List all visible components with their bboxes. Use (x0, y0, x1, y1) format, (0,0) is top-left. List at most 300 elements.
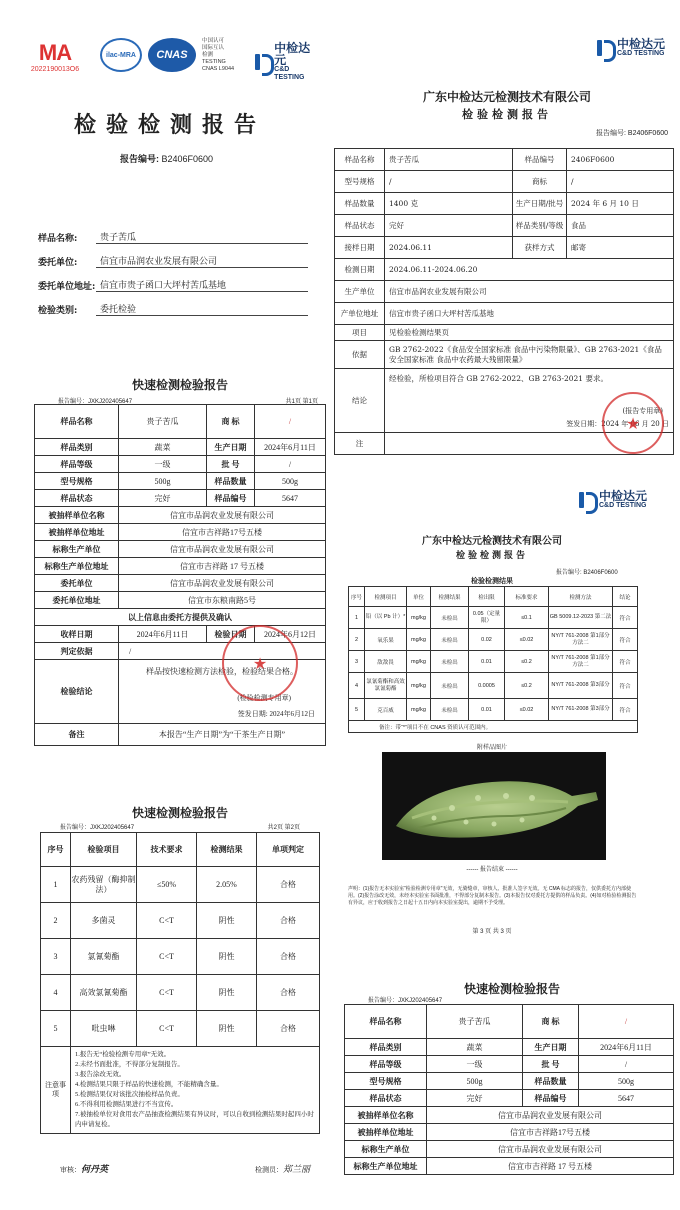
info-value: / (579, 1005, 674, 1039)
page-indicator: 第 3 页 共 3 页 (472, 929, 512, 935)
section-row (35, 609, 326, 626)
cell-result: 2.05% (197, 867, 257, 903)
cd-result-page (344, 480, 680, 950)
cell: 氯氰菊酯和高效氯氰菊酯 (365, 673, 407, 699)
info-value: 信宜市品润农业发展有限公司 (119, 575, 326, 592)
tester-label: 检测员： (254, 1166, 283, 1174)
report-number: 报告编号: B2406F0600 (596, 130, 668, 137)
info-row (335, 325, 674, 341)
company-name: 广东中检达元检测技术有限公司 (422, 90, 591, 104)
info-value: 信宜市品润农业发展有限公司 (427, 1141, 674, 1158)
info-label: 备注 (35, 724, 119, 746)
ilac-logo-text: ilac-MRA (106, 51, 136, 59)
cell-item: 吡虫啉 (71, 1011, 137, 1047)
info-label: 样品类别 (35, 439, 119, 456)
column-header: 技术要求 (137, 833, 197, 867)
info-label: 商 标 (207, 405, 255, 439)
cell: 铅（以 Pb 计）* (365, 607, 407, 629)
info-label: 样品类别/等级 (513, 215, 567, 237)
result-section-title: 检验检测结果 (471, 576, 513, 585)
cell: 符合 (613, 699, 638, 721)
field-value: 贵子苦瓜 (96, 230, 308, 244)
cell: mg/kg (407, 673, 431, 699)
cell: 敌敌畏 (365, 651, 407, 673)
section-header: 以上信息由委托方提供及确认 (35, 609, 326, 626)
report-number: 报告编号：JXKJ202405647 (368, 998, 443, 1004)
cell: ≤0.02 (505, 699, 549, 721)
report-end: ------ 报告结束 ------ (466, 867, 518, 873)
note-line: 3.报告涂改无效。 (75, 1071, 126, 1078)
cd-info-page (334, 30, 680, 460)
cell: mg/kg (407, 699, 431, 721)
column-header: 单位 (407, 587, 431, 607)
info-row (35, 439, 326, 456)
cnas-logo (148, 38, 196, 72)
cover-field (38, 292, 308, 316)
cell-requirement: C<T (137, 975, 197, 1011)
note-line: 2.未经书面批准，不得部分复制报告。 (75, 1061, 184, 1068)
info-value: 信宜市贵子函口大坪村苦瓜基地 (385, 303, 674, 325)
column-header: 检测方法 (549, 587, 613, 607)
info-row (345, 1073, 674, 1090)
info-label: 样品编号 (523, 1090, 579, 1107)
official-seal (222, 625, 298, 701)
signature-line (60, 1162, 310, 1175)
table-row (349, 673, 638, 699)
cell: 0.02 (469, 629, 505, 651)
info-label: 收样日期 (35, 626, 119, 643)
cell-result: 阴性 (197, 939, 257, 975)
column-header: 序号 (41, 833, 71, 867)
info-value: 蔬菜 (119, 439, 207, 456)
sample-photo (382, 752, 606, 860)
cell-requirement: C<T (137, 903, 197, 939)
cd-logo-cn: 中检达元 (617, 37, 666, 51)
cell: mg/kg (407, 607, 431, 629)
table-row (41, 975, 320, 1011)
info-label: 产单位地址 (335, 303, 385, 325)
info-value: 贵子苦瓜 (427, 1005, 523, 1039)
cell-verdict: 合格 (257, 903, 320, 939)
info-value: 完好 (119, 490, 207, 507)
column-header: 序号 (349, 587, 365, 607)
info-row (345, 1107, 674, 1124)
photo-caption: 附样品图片 (476, 745, 507, 751)
info-row (345, 1005, 674, 1039)
info-value: 5647 (255, 490, 326, 507)
info-row (35, 575, 326, 592)
cell: 符合 (613, 607, 638, 629)
table-row (41, 939, 320, 975)
cell-verdict: 合格 (257, 939, 320, 975)
cell-verdict: 合格 (257, 1011, 320, 1047)
info-value: 2024年6月11日 (579, 1039, 674, 1056)
info-row (345, 1158, 674, 1175)
result-table (348, 586, 638, 733)
info-label: 样品数量 (207, 473, 255, 490)
cell-item: 氯氰菊酯 (71, 939, 137, 975)
column-header: 检测结果 (197, 833, 257, 867)
info-label: 样品编号 (207, 490, 255, 507)
table-header-row (41, 833, 320, 867)
info-row (345, 1090, 674, 1107)
cell: 氧乐果 (365, 629, 407, 651)
info-label: 标称生产单位 (345, 1141, 427, 1158)
result-table (40, 832, 320, 1134)
column-header: 单项判定 (257, 833, 320, 867)
cd-testing-logo (596, 38, 665, 58)
info-row (35, 405, 326, 439)
cd-logo-icon (596, 38, 614, 58)
table-header-row (349, 587, 638, 607)
info-label: 型号规格 (35, 473, 119, 490)
cd-logo-cn: 中检达元 (274, 41, 311, 67)
cell: 0.01 (469, 699, 505, 721)
cover-field (38, 220, 308, 244)
info-label: 批 号 (207, 456, 255, 473)
info-label: 样品类别 (345, 1039, 427, 1056)
info-label: 样品名称 (335, 149, 385, 171)
info-value: 2024 年 6 月 10 日 (567, 193, 674, 215)
info-row (335, 193, 674, 215)
info-row (335, 259, 674, 281)
cell: 符合 (613, 629, 638, 651)
info-value: 邮寄 (567, 237, 674, 259)
tester-signature: 郑兰丽 (282, 1164, 310, 1174)
info-label: 型号规格 (345, 1073, 427, 1090)
info-value: 信宜市吉祥路 17 号五楼 (427, 1158, 674, 1175)
cell: 克百威 (365, 699, 407, 721)
notes-row (41, 1047, 320, 1134)
info-row (335, 171, 674, 193)
cell: 2 (349, 629, 365, 651)
field-value: 委托检验 (96, 302, 308, 316)
cell: 0.0005 (469, 673, 505, 699)
cell: 4 (349, 673, 365, 699)
cnas-side-line: 国际互认 (202, 45, 225, 51)
info-value: / (255, 405, 326, 439)
note-line: 5.检测结果仅对该批次抽检样品负责。 (75, 1091, 184, 1098)
table-row (349, 607, 638, 629)
info-value: / (567, 171, 674, 193)
cell: GB 5009.12-2023 第二法 (549, 607, 613, 629)
report-title: 快速检测检验报告 (131, 378, 228, 392)
report-number (120, 152, 213, 165)
cell: 3 (349, 651, 365, 673)
info-row (35, 558, 326, 575)
info-row (335, 341, 674, 369)
info-label: 检测日期 (335, 259, 385, 281)
auditor-label: 审核： (60, 1166, 81, 1174)
cell: ≤0.2 (505, 651, 549, 673)
cell: NY/T 761-2008 第1部分方法二 (549, 651, 613, 673)
info-label: 被抽样单位名称 (35, 507, 119, 524)
info-label: 批 号 (523, 1056, 579, 1073)
info-value: 完好 (427, 1090, 523, 1107)
info-value: 2024.06.11-2024.06.20 (385, 259, 674, 281)
cell: 符合 (613, 673, 638, 699)
cell-index: 4 (41, 975, 71, 1011)
info-value: 见检验检测结果页 (385, 325, 674, 341)
info-label: 被抽样单位地址 (35, 524, 119, 541)
info-label: 接样日期 (335, 237, 385, 259)
cnas-side-line: 检测 (202, 52, 214, 58)
info-value: 2024年6月11日 (119, 626, 207, 643)
cd-logo-en: C&D TESTING (617, 50, 665, 57)
cd-testing-logo (254, 42, 320, 82)
info-value: 信宜市吉祥路 17 号五楼 (119, 558, 326, 575)
info-label: 获样方式 (513, 237, 567, 259)
info-value: 信宜市吉祥路17号五楼 (427, 1124, 674, 1141)
info-label: 样品名称 (345, 1005, 427, 1039)
info-value: 信宜市品润农业发展有限公司 (119, 507, 326, 524)
info-label: 样品状态 (35, 490, 119, 507)
cd-logo-icon (254, 52, 271, 72)
table-row (349, 651, 638, 673)
cd-logo-cn: 中检达元 (599, 489, 648, 503)
cell-index: 2 (41, 903, 71, 939)
info-label: 检验结论 (35, 660, 119, 724)
table-row (349, 721, 638, 733)
table-row (41, 1011, 320, 1047)
info-row (335, 281, 674, 303)
quick-report-page-1 (30, 370, 330, 760)
cd-logo-en: C&D TESTING (599, 502, 647, 509)
info-label: 被抽样单位名称 (345, 1107, 427, 1124)
info-label: 标称生产单位地址 (345, 1158, 427, 1175)
ma-number: 2022190013O6 (30, 66, 80, 73)
cell-item: 高效氯氰菊酯 (71, 975, 137, 1011)
cell: 0.05（定量限） (469, 607, 505, 629)
info-label: 样品名称 (35, 405, 119, 439)
info-label: 检验日期 (207, 626, 255, 643)
sign-date: 签发日期: 2024年6月12日 (237, 710, 315, 718)
info-value: 500g (579, 1073, 674, 1090)
cell: 未检出 (431, 607, 469, 629)
info-label: 样品数量 (523, 1073, 579, 1090)
cell-requirement: ≤50% (137, 867, 197, 903)
cd-testing-logo (578, 490, 647, 510)
cnas-note: 备注：带“*”项目不在 CNAS 资质认可范围内。 (349, 721, 638, 733)
page-indicator: 共1页 第1页 (285, 399, 318, 405)
cell-verdict: 合格 (257, 975, 320, 1011)
info-value: 2024年6月12日 (255, 626, 326, 643)
company-name: 广东中检达元检测技术有限公司 (422, 536, 562, 547)
report-number: 报告编号: B2406F0600 (556, 570, 618, 576)
cell: ≤0.2 (505, 673, 549, 699)
info-label: 样品数量 (335, 193, 385, 215)
info-row (335, 303, 674, 325)
cnas-logo-text: CNAS (156, 49, 188, 61)
info-row (335, 149, 674, 171)
cell-index: 3 (41, 939, 71, 975)
info-value: 信宜市品润农业发展有限公司 (119, 541, 326, 558)
info-label: 结论 (335, 369, 385, 433)
cell-item: 多菌灵 (71, 903, 137, 939)
info-value: / (255, 456, 326, 473)
note-line: 7.被抽检单位对食用农产品抽查检测结果有异议时，可以自收到检测结果时起四小时内申请复检。 (75, 1111, 314, 1128)
cell: 未检出 (431, 699, 469, 721)
column-header: 检验项目 (71, 833, 137, 867)
info-row (345, 1124, 674, 1141)
info-row (335, 215, 674, 237)
official-seal (602, 392, 664, 454)
column-header: 检出限 (469, 587, 505, 607)
info-value: 500g (119, 473, 207, 490)
info-row (345, 1141, 674, 1158)
info-label: 依据 (335, 341, 385, 369)
info-row (35, 541, 326, 558)
info-label: 样品状态 (345, 1090, 427, 1107)
note-line: 6.不得利用检测结果进行不当宣传。 (75, 1101, 178, 1108)
field-label: 委托单位: (38, 258, 78, 268)
column-header: 检测项目 (365, 587, 407, 607)
ma-logo (30, 40, 80, 73)
cell: ≤0.02 (505, 629, 549, 651)
quick-report-page-2 (30, 766, 330, 1186)
stamp-note: (检验检测专用章) (237, 694, 291, 702)
report-title: 检验检测报告 (455, 551, 528, 561)
info-value: GB 2762-2022《食品安全国家标准 食品中污染物限量》、GB 2763-2021《食品安全国家标准 食品中农药最大残留限量》 (385, 341, 674, 369)
cell: ≤0.1 (505, 607, 549, 629)
info-value: 蔬菜 (427, 1039, 523, 1056)
cover-fields (38, 220, 308, 316)
cell-index: 5 (41, 1011, 71, 1047)
info-label: 样品等级 (35, 456, 119, 473)
info-row (35, 592, 326, 609)
info-label: 样品等级 (345, 1056, 427, 1073)
page-indicator: 共2页 第2页 (267, 825, 300, 831)
cnas-side-line: CNAS L9044 (202, 66, 235, 72)
cnas-side-text (202, 38, 234, 73)
info-value: 2024.06.11 (385, 237, 513, 259)
field-label: 检验类别: (38, 306, 78, 316)
cell: NY/T 761-2008 第3部分 (549, 699, 613, 721)
info-row (35, 456, 326, 473)
info-value: 500g (427, 1073, 523, 1090)
info-label: 生产日期 (207, 439, 255, 456)
info-label: 注 (335, 433, 385, 455)
info-row (35, 473, 326, 490)
auditor-signature: 何丹英 (81, 1164, 109, 1174)
cell: 未检出 (431, 629, 469, 651)
info-label: 生产日期 (523, 1039, 579, 1056)
report-number-label: 报告编号: (120, 154, 159, 164)
cell-requirement: C<T (137, 939, 197, 975)
table-row (41, 867, 320, 903)
info-label: 项目 (335, 325, 385, 341)
cell-index: 1 (41, 867, 71, 903)
sign-date: 签发日期：2024 年 06 月 20 日 (566, 420, 669, 428)
info-value: 信宜市东粮南路5号 (119, 592, 326, 609)
info-value: 本报告“生产日期”为“干茶生产日期” (119, 724, 326, 746)
cover-field (38, 244, 308, 268)
info-label: 标称生产单位地址 (35, 558, 119, 575)
info-row (345, 1056, 674, 1073)
info-label: 判定依据 (35, 643, 119, 660)
cnas-side-line: TESTING (202, 59, 226, 65)
info-value: 2406F0600 (567, 149, 674, 171)
cell: 5 (349, 699, 365, 721)
cell-result: 阴性 (197, 975, 257, 1011)
notes-label: 注意事项 (41, 1047, 71, 1134)
info-value: 贵子苦瓜 (119, 405, 207, 439)
info-value: 5647 (579, 1090, 674, 1107)
field-label: 委托单位地址: (38, 282, 96, 292)
info-value: 2024年6月11日 (255, 439, 326, 456)
report-title: 快速检测检验报告 (131, 806, 228, 820)
info-row (35, 490, 326, 507)
info-value: 1400 克 (385, 193, 513, 215)
cell: 符合 (613, 651, 638, 673)
info-label: 被抽样单位地址 (345, 1124, 427, 1141)
info-value: / (385, 171, 513, 193)
info-table (34, 404, 326, 746)
info-value: / (579, 1056, 674, 1073)
info-value: 完好 (385, 215, 513, 237)
conclusion-text: 经检验，所检项目符合 GB 2762-2022、GB 2763-2021 要求。 (389, 374, 608, 383)
cell: 1 (349, 607, 365, 629)
info-label: 委托单位 (35, 575, 119, 592)
field-value: 信宜市贵子函口大坪村苦瓜基地 (96, 278, 308, 292)
column-header: 标准要求 (505, 587, 549, 607)
cnas-side-line: 中国认可 (202, 38, 225, 44)
column-header: 结论 (613, 587, 638, 607)
info-row (345, 1039, 674, 1056)
info-row (35, 507, 326, 524)
info-value: 贵子苦瓜 (385, 149, 513, 171)
table-row (349, 699, 638, 721)
bitter-melon-image (382, 752, 606, 860)
table-row (349, 629, 638, 651)
quick-report-copy-page (344, 968, 680, 1210)
info-label: 样品编号 (513, 149, 567, 171)
info-value: 信宜市吉祥路17号五楼 (119, 524, 326, 541)
cover-page (20, 30, 320, 360)
cell: mg/kg (407, 651, 431, 673)
info-value: 信宜市品润农业发展有限公司 (385, 281, 674, 303)
info-value: / (119, 643, 326, 660)
report-number-value: B2406F0600 (161, 154, 214, 164)
report-title: 检验检测报告 (462, 108, 552, 121)
cell-verdict: 合格 (257, 867, 320, 903)
info-table (344, 1004, 674, 1175)
field-value: 信宜市品润农业发展有限公司 (96, 254, 308, 268)
report-number: 报告编号：JXKJ202405647 (60, 825, 135, 831)
info-label: 生产单位 (335, 281, 385, 303)
info-row (35, 524, 326, 541)
report-stamp-note: (报告专用章) (622, 407, 663, 415)
info-label: 商 标 (523, 1005, 579, 1039)
cell: 未检出 (431, 651, 469, 673)
note-line: 4.检测结果只限于样品的快速检测，不能精确含量。 (75, 1081, 223, 1088)
info-value: 食品 (567, 215, 674, 237)
cell-result: 阴性 (197, 1011, 257, 1047)
cell: 未检出 (431, 673, 469, 699)
cell: NY/T 761-2008 第1部分方法二 (549, 629, 613, 651)
report-number: 报告编号：JXKJ202405647 (58, 399, 133, 405)
cd-logo-en: C&D TESTING (274, 66, 305, 81)
ma-logo-mark: MA (38, 40, 72, 65)
cell-requirement: C<T (137, 1011, 197, 1047)
column-header: 检测结果 (431, 587, 469, 607)
ilac-logo (100, 38, 142, 72)
info-row (335, 237, 674, 259)
conclusion-text: 样品按快速检测方法检验，检验结果合格。 (146, 667, 298, 676)
info-value: 500g (255, 473, 326, 490)
cell-item: 农药残留（酶抑制法） (71, 867, 137, 903)
info-label: 样品状态 (335, 215, 385, 237)
